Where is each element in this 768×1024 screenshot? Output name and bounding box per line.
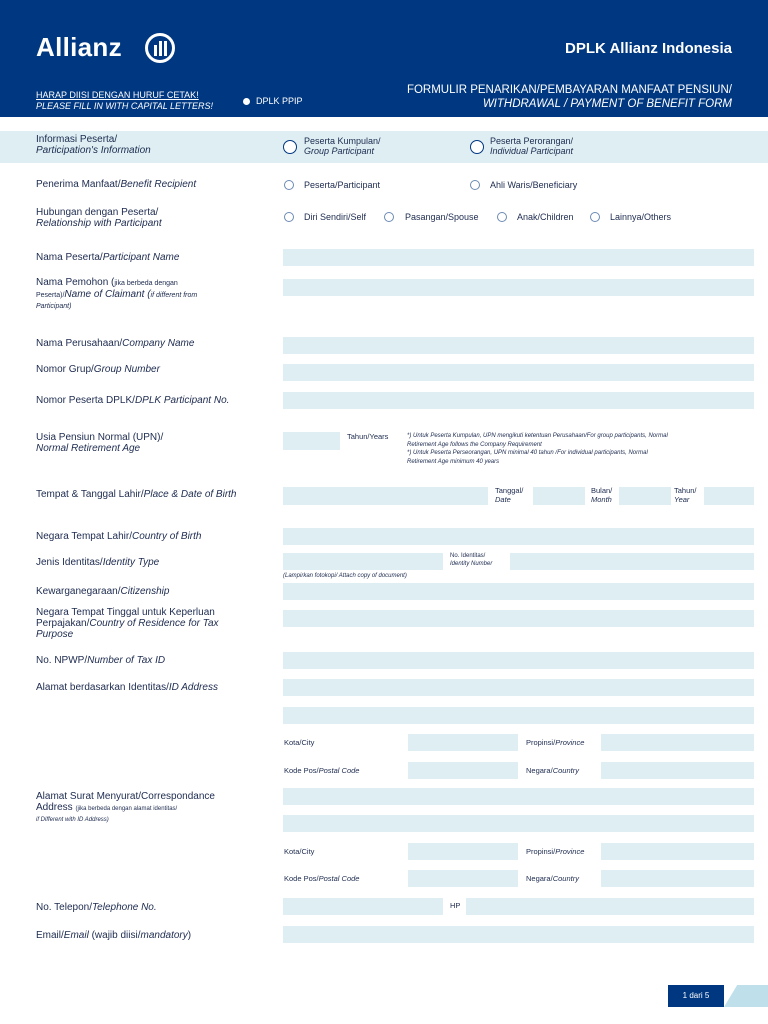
mobile-label: HP [450, 901, 461, 910]
identity-number-label: No. Identitas/ Identity Number [450, 553, 493, 567]
relation-self-label: Diri Sendiri/Self [304, 212, 367, 222]
mail-city-field[interactable] [408, 843, 518, 860]
id-country-label: Negara/Country [526, 766, 579, 775]
id-address-field-2[interactable] [283, 707, 754, 724]
relation-spouse-radio[interactable] [384, 212, 394, 222]
tax-id-label: No. NPWP/Number of Tax ID [36, 655, 166, 666]
mail-postal-field[interactable] [408, 870, 518, 887]
telephone-label: No. Telepon/Telephone No. [36, 902, 157, 913]
group-participant-label: Peserta Kumpulan/ Group Participant [304, 136, 381, 156]
company-name-label: Nama Perusahaan/Company Name [36, 338, 195, 349]
tax-id-field[interactable] [283, 652, 754, 669]
id-province-field[interactable] [601, 734, 754, 751]
id-address-field-1[interactable] [283, 679, 754, 696]
mail-address-field-2[interactable] [283, 815, 754, 832]
individual-participant-label: Peserta Perorangan/ Individual Participant [490, 136, 574, 156]
relation-others-radio[interactable] [590, 212, 600, 222]
relationship-label: Hubungan dengan Peserta/ Relationship with Participant [36, 207, 162, 229]
page-indicator: 1 dari 5 [668, 985, 724, 1007]
form-title [407, 83, 732, 111]
claimant-name-field[interactable] [283, 279, 754, 296]
benefit-beneficiary-radio[interactable] [470, 180, 480, 190]
claimant-name-label: Nama Pemohon (jika berbeda dengan Peserta)/Name of Claimant (if different from Participant) [36, 277, 198, 310]
capital-letters-note-en: PLEASE FILL IN WITH CAPITAL LETTERS! [36, 101, 214, 111]
participant-name-label: Nama Peserta/Participant Name [36, 252, 180, 263]
benefit-beneficiary-label: Ahli Waris/Beneficiary [490, 180, 578, 190]
id-city-field[interactable] [408, 734, 518, 751]
ppip-bullet-icon [243, 98, 250, 105]
birth-date-label: Tanggal/ Date [495, 486, 524, 504]
identity-number-field[interactable] [510, 553, 754, 570]
relation-others-label: Lainnya/Others [610, 212, 672, 222]
id-country-field[interactable] [601, 762, 754, 779]
relation-spouse-label: Pasangan/Spouse [405, 212, 479, 222]
section-title: Informasi Peserta/ Participation's Information [36, 134, 151, 156]
id-postal-field[interactable] [408, 762, 518, 779]
years-unit-label: Tahun/Years [347, 432, 389, 441]
dplk-number-label: Nomor Peserta DPLK/DPLK Participant No. [36, 395, 230, 406]
benefit-participant-label: Peserta/Participant [304, 180, 381, 190]
birth-year-field[interactable] [704, 487, 754, 505]
email-field[interactable] [283, 926, 754, 943]
citizenship-field[interactable] [283, 583, 754, 600]
id-province-label: Propinsi/Province [526, 738, 585, 747]
birth-month-field[interactable] [619, 487, 671, 505]
benefit-participant-radio[interactable] [284, 180, 294, 190]
capital-letters-note-id: HARAP DIISI DENGAN HURUF CETAK! [36, 90, 199, 100]
id-city-label: Kota/City [284, 738, 315, 747]
retirement-age-label: Usia Pensiun Normal (UPN)/ Normal Retirement Age [36, 432, 164, 454]
mail-postal-label: Kode Pos/Postal Code [284, 874, 360, 883]
relation-children-radio[interactable] [497, 212, 507, 222]
attach-copy-note: (Lampirkan fotokopi/ Attach copy of document) [283, 573, 407, 579]
mobile-field[interactable] [466, 898, 754, 915]
mail-province-field[interactable] [601, 843, 754, 860]
tax-residence-field[interactable] [283, 610, 754, 627]
mail-country-label: Negara/Country [526, 874, 579, 883]
mail-country-field[interactable] [601, 870, 754, 887]
dplk-number-field[interactable] [283, 392, 754, 409]
group-number-field[interactable] [283, 364, 754, 381]
mail-city-label: Kota/City [284, 847, 315, 856]
retirement-age-notes: *) Untuk Peserta Kumpulan, UPN mengikuti ketentuan Perusahaan/For group participants, Normal Retirement Age follows the Company Requirement *) Untuk Peserta Perseorangan, UPN minimal 40 tahun /For individual participants, Normal Retirement Age minimum 40 years [407, 433, 668, 465]
relation-children-label: Anak/Children [517, 212, 574, 222]
relation-self-radio[interactable] [284, 212, 294, 222]
retirement-age-field[interactable] [283, 432, 340, 450]
individual-participant-radio[interactable] [470, 140, 484, 154]
footer-stripe [724, 985, 768, 1007]
birth-month-label: Bulan/ Month [591, 486, 613, 504]
group-number-label: Nomor Grup/Group Number [36, 364, 160, 375]
ppip-label: DPLK PPIP [256, 96, 303, 106]
email-label: Email/Email (wajib diisi/mandatory) [36, 930, 192, 941]
form-title-id: FORMULIR PENARIKAN/PEMBAYARAN MANFAAT PENSIUN/ [406, 84, 732, 96]
tax-residence-label: Negara Tempat Tinggal untuk Keperluan Perpajakan/Country of Residence for Tax Purpose [36, 607, 219, 640]
identity-type-field[interactable] [283, 553, 443, 570]
identity-type-label: Jenis Identitas/Identity Type [36, 557, 160, 568]
mail-province-label: Propinsi/Province [526, 847, 585, 856]
birth-place-date-label: Tempat & Tanggal Lahir/Place & Date of Birth [36, 489, 237, 500]
birth-country-field[interactable] [283, 528, 754, 545]
allianz-eagle-icon [145, 33, 175, 63]
telephone-field[interactable] [283, 898, 443, 915]
form-title-en: WITHDRAWAL / PAYMENT OF BENEFIT FORM [482, 98, 732, 110]
id-postal-label: Kode Pos/Postal Code [284, 766, 360, 775]
birth-country-label: Negara Tempat Lahir/Country of Birth [36, 531, 202, 542]
id-address-label: Alamat berdasarkan Identitas/ID Address [36, 682, 218, 693]
citizenship-label: Kewarganegaraan/Citizenship [36, 586, 170, 597]
allianz-logo: Allianz [36, 32, 122, 62]
participant-name-field[interactable] [283, 249, 754, 266]
group-participant-radio[interactable] [283, 140, 297, 154]
benefit-recipient-label: Penerima Manfaat/Benefit Recipient [36, 179, 197, 190]
brand-title: DPLK Allianz Indonesia [565, 40, 732, 57]
mail-address-label: Alamat Surat Menyurat/Correspondance Address (jika berbeda dengan alamat identitas/ if Different with ID Address) [36, 791, 215, 823]
company-name-field[interactable] [283, 337, 754, 354]
birth-date-field[interactable] [533, 487, 585, 505]
birth-place-field[interactable] [283, 487, 488, 505]
birth-year-label: Tahun/ Year [674, 486, 697, 504]
mail-address-field-1[interactable] [283, 788, 754, 805]
